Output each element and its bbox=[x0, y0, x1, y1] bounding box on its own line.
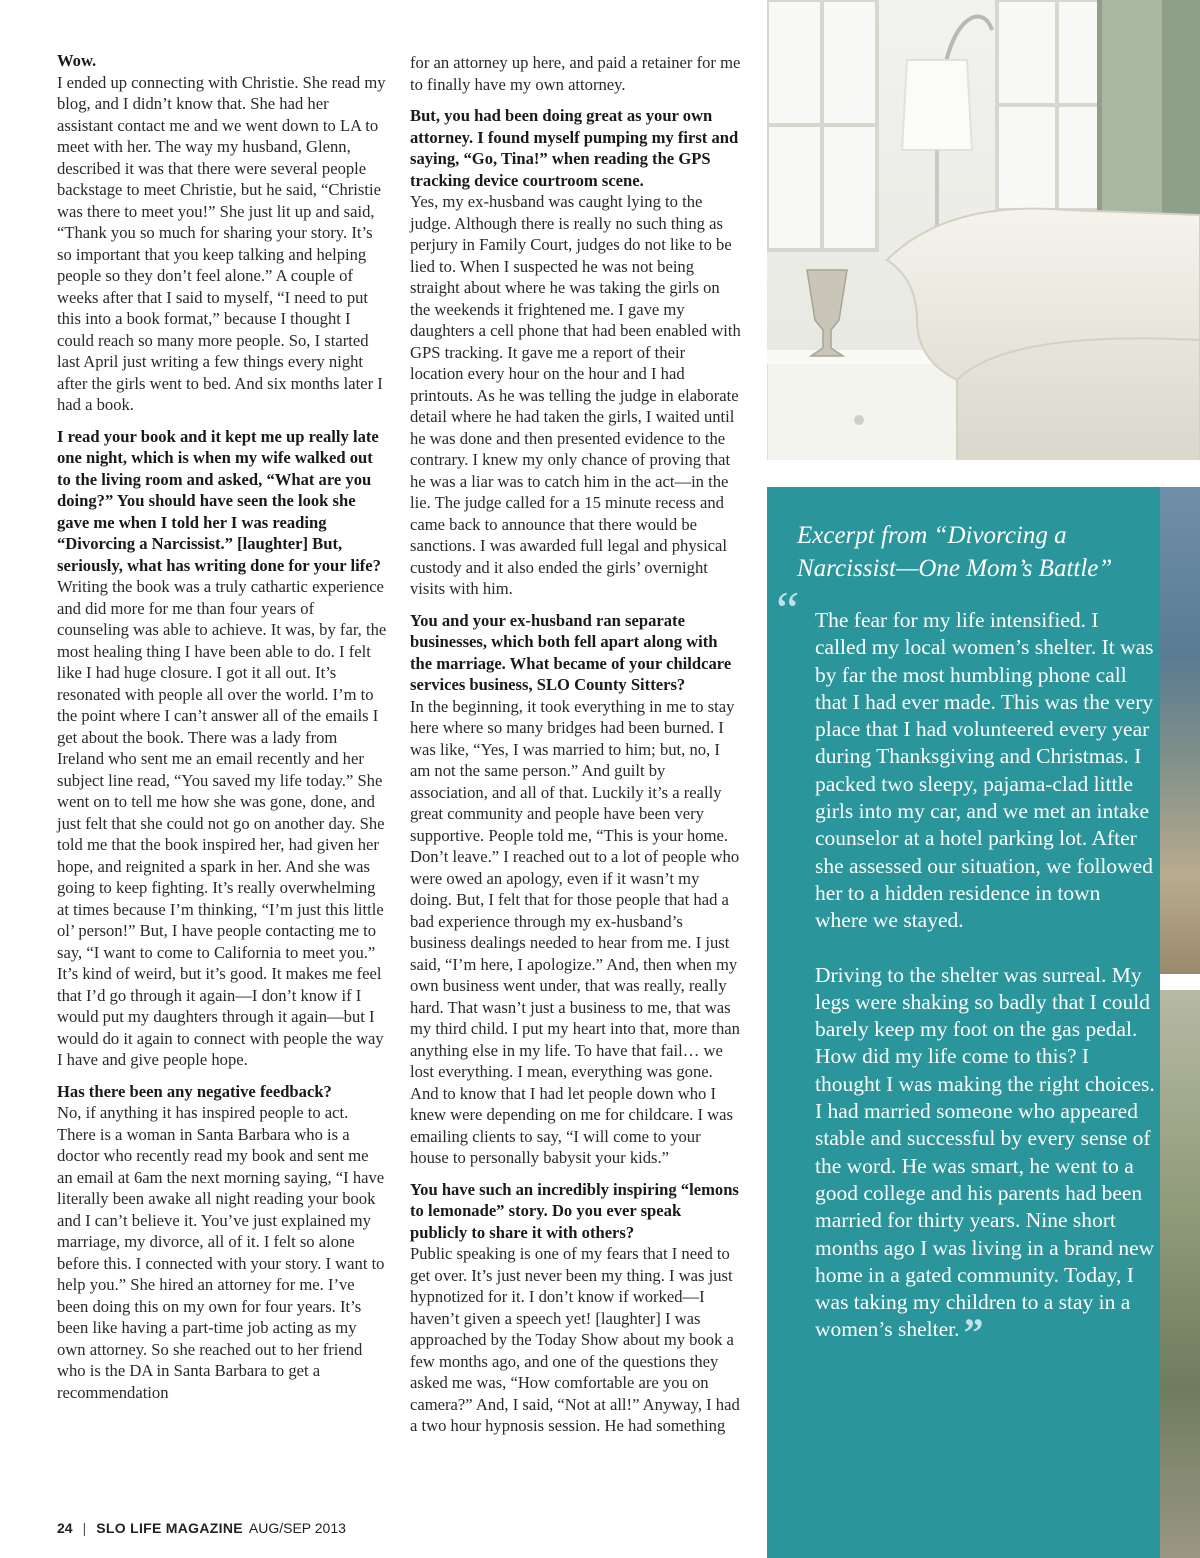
answer: No, if anything it has inspired people to act. There is a woman in Santa Barbara who is a doctor who recently read my book and sent me an email at 6am the next morning saying, “I have literally been awake all night reading your book and I can’t believe it. You’ve just explained my marriage, my divorce, all of it. I felt so alone before this. I connected with your story. I want to help you.” She hired an attorney for me. I’ve been doing this on my own for four years. It’s been like having a part-time job acting as my own attorney. So she reached out to her friend who is the DA in Santa Barbara to get a recommendation bbox=[57, 1103, 385, 1402]
answer: Writing the book was a truly cathartic experience and did more for me than four years of counseling was able to achieve. It was, by far, the most healing thing I have been able to do. I felt like I had huge closure. I got it all out. It’s resonated with people all over the world. I’m to the point where I can’t answer all of the emails I get about the book. There was a lady from Ireland who sent me an email recently and her subject line read, “You saved my life today.” She went on to tell me how she was gone, done, and just felt that she could not go on another day. She told me that the book inspired her, had given her hope, and reignited a spark in her. And she was going to keep fighting. It’s really overwhelming at times because I’m thinking, “I’m just this little ol’ person!” But, I have people contacting me to say, “I want to come to California to meet you.” It’s kind of weird, but it’s good. It makes me feel that I’d go through it again—I don’t know if I would put my daughters through it again—but I would do it again to connect with people the way I have and give people hope. bbox=[57, 577, 387, 1069]
page-number: 24 bbox=[57, 1520, 73, 1536]
answer: Yes, my ex-husband was caught lying to the judge. Although there is really no such thing as perjury in Family Court, judges do not like to be lied to. When I suspected he was not being straight about where he was taking the girls on the weekends it frightened me. I gave my daughters a cell phone that had been enabled with GPS tracking. It gave me a report of their location every hour on the hour and I had printouts. As he was telling the judge in elaborate detail where he had taken the girls, I waited until he was done and then presented evidence to the contrary. I knew my only chance of proving that he was a liar was to catch him in the act—in the lie. The judge called for a 15 minute recess and came back to announce that there would be sanctions. I was awarded full legal and physical custody and it also ended the girls’ overnight visits with him. bbox=[410, 192, 741, 598]
beach-photo-strip bbox=[1160, 487, 1200, 974]
qa-block bbox=[57, 426, 387, 1071]
excerpt-paragraph: The fear for my life intensified. I called my local women’s shelter. It was by far the most humbling phone call that I had ever made. This was the very place that I had volunteered every year during Thanksgiving and Christmas. I packed two sleepy, pajama-clad little girls into my car, and we met an intake counselor at a hotel parking lot. After she assessed our situation, we followed her to a hidden residence in town where we stayed. bbox=[815, 608, 1154, 933]
question: I read your book and it kept me up really late one night, which is when my wife walked out to the living room and asked, “What are you doing?” You should have seen the look she gave me when I told her I was reading “Divorcing a Narcissist.” [laughter] But, seriously, what has writing done for your life? bbox=[57, 426, 381, 575]
page-footer bbox=[57, 1520, 346, 1536]
nature-photo-strip bbox=[1160, 990, 1200, 1558]
answer: Public speaking is one of my fears that I need to get over. It’s just never been my thing. I was just hypnotized for it. I don’t know if worked—I haven’t given a speech yet! [laughter] I was approached by the Today Show about my book a few months ago, and one of the questions they asked me was, “How comfortable are you on camera?” And, I said, “Not at all!” Anyway, I had a two hour hypnosis session. He had something bbox=[410, 1244, 740, 1435]
question: But, you had been doing great as your own attorney. I found myself pumping my first and saying, “Go, Tina!” when reading the GPS tracking device courtroom scene. bbox=[410, 106, 739, 190]
footer-separator: | bbox=[82, 1520, 87, 1536]
qa-block bbox=[57, 50, 387, 416]
question: You and your ex-husband ran separate businesses, which both fell apart along with the marriage. What became of your childcare services business, SLO County Sitters? bbox=[410, 610, 732, 694]
excerpt-panel bbox=[767, 487, 1160, 1558]
excerpt-paragraph-text: Driving to the shelter was surreal. My legs were shaking so badly that I could barely keep my foot on the gas pedal. How did my life come to this? I thought I was making the right choices. I had married someone who appeared stable and successful by every sense of the word. He was smart, he went to a good college and his parents had been married for thirty years. Nine short months ago I was living in a brand new home in a gated community. Today, I was taking my children to a stay in a women’s shelter. bbox=[815, 962, 1155, 1342]
answer: In the beginning, it took everything in me to stay here where so many bridges had been burned. I was like, “Yes, I was married to him; but, no, I am not the same person.” And guilt by association, and all of that. Luckily it’s a really great community and people have been very supportive. People told me, “This is your home. Don’t leave.” I reached out to a lot of people who were owed an apology, even if it wasn’t my doing. But, I felt that for those people that had a bad experience through my ex-husband’s business dealings needed to hear from me. I just said, “I’m here, I apologize.” And, then when my own business went under, that was really, really hard. That wasn’t just a business to me, that was my third child. I put my heart into that, more than anything else in my life. To have that fail… we lost everything. I mean, everything was gone. And to know that I had let people down who I knew were depending on me for childcare. I was emailing clients to say, “I will come to your house to personally babysit your kids.” bbox=[410, 696, 740, 1167]
open-quote-mark: “ bbox=[771, 582, 800, 639]
question: You have such an incredibly inspiring “lemons to lemonade” story. Do you ever speak publicly to share it with others? bbox=[410, 1179, 739, 1242]
excerpt-title: Excerpt from “Divorcing a Narcissist—One Mom’s Battle” bbox=[797, 522, 1113, 582]
magazine-name: SLO LIFE MAGAZINE bbox=[96, 1520, 243, 1536]
qa-block bbox=[410, 610, 742, 1169]
qa-block bbox=[57, 1081, 387, 1404]
article-column-1 bbox=[57, 50, 387, 1413]
answer: I ended up connecting with Christie. She read my blog, and I didn’t know that. She had her assistant contact me and we went down to LA to meet with her. The way my husband, Glenn, described it was that there were several people backstage to meet Christie, but he said, “Christie was there to meet you!” She just lit up and said, “Thank you so much for sharing your story. It’s so important that you keep talking and helping people so they don’t feel alone.” A couple of weeks after that I said to myself, “I need to put this into a book format,” because I thought I could reach so many more people. So, I started last April just writing a few things every night after the girls went to bed. And six months later I had a book. bbox=[57, 72, 386, 414]
qa-block bbox=[410, 105, 742, 600]
living-room-photo bbox=[767, 0, 1200, 472]
question: Wow. bbox=[57, 51, 97, 70]
qa-block bbox=[410, 52, 742, 95]
qa-block bbox=[410, 1179, 742, 1437]
close-quote-mark: ” bbox=[963, 1310, 984, 1356]
answer: for an attorney up here, and paid a retainer for me to finally have my own attorney. bbox=[410, 53, 741, 94]
question: Has there been any negative feedback? bbox=[57, 1081, 332, 1101]
issue-date: AUG/SEP 2013 bbox=[248, 1520, 346, 1536]
excerpt-paragraph-last bbox=[815, 962, 1155, 1356]
article-column-2 bbox=[410, 52, 742, 1447]
excerpt-body bbox=[815, 607, 1155, 1371]
living-room-illustration bbox=[767, 0, 1200, 472]
